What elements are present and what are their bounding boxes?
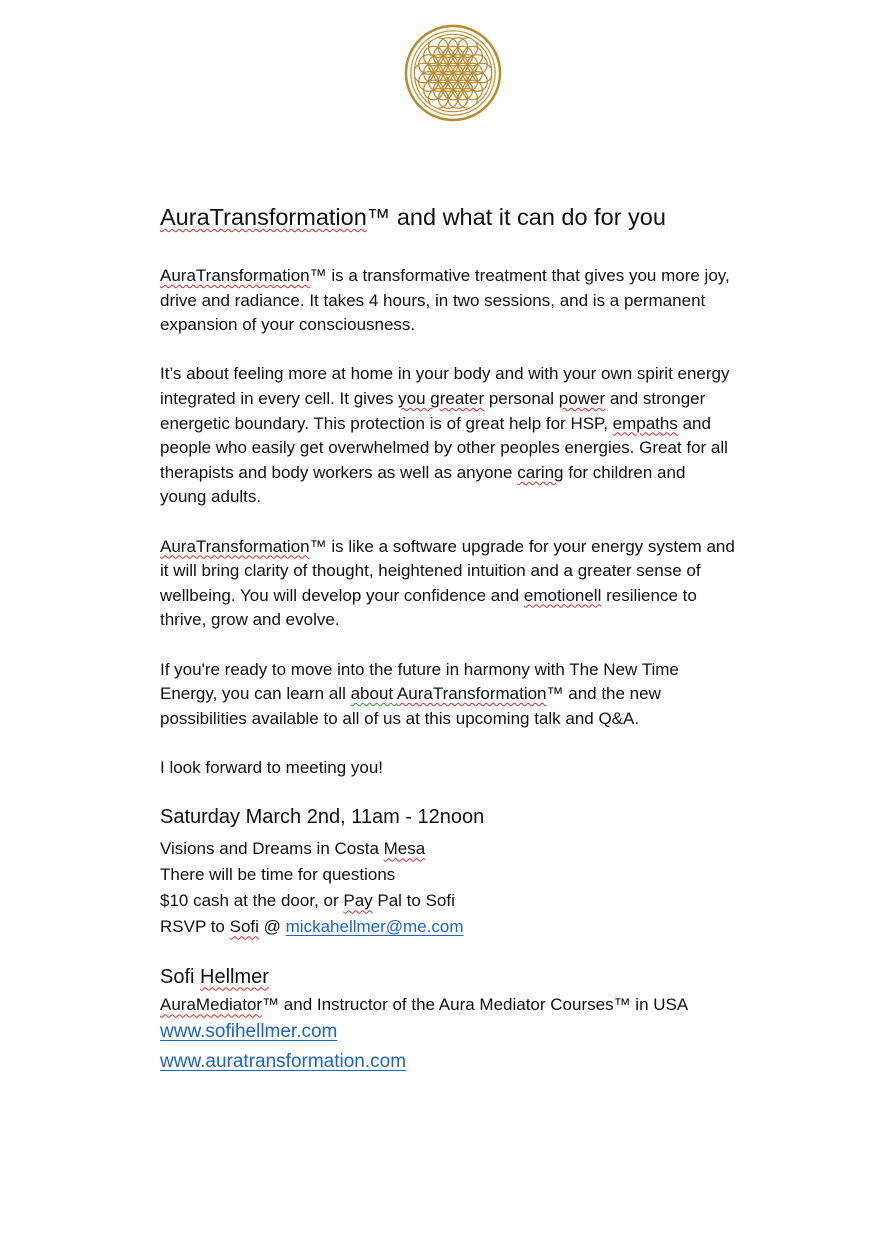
body-paragraph-3 [160,535,735,633]
event-details [160,836,735,940]
p1-brand: AuraTransformation [160,266,310,285]
p4-w1: about [350,684,397,704]
signature-first: Sofi [160,966,201,989]
price-a: $10 cash at the door, or [160,891,344,911]
p4-brand: AuraTransformation [396,684,547,704]
p3-w1: emotionell [523,585,602,605]
rsvp-c: @ [258,917,286,937]
event-title: Saturday March 2nd, 11am - 12noon [160,806,485,829]
flower-of-life-icon [404,24,502,122]
p3-a: ™ is like a software upgrade for your energy system and it will bring clarity of thought, heightened intuition and a greater sense of wellbeing. You will develop your confidence and [160,536,735,605]
p2-w2: power [558,388,606,408]
p2-a: It’s about feeling more at home in your body and with your own spirit energy integrated in every cell. It gives [160,364,730,408]
website-link-sofihellmer[interactable]: www.sofihellmer.com [160,1021,338,1043]
rsvp-a: RSVP to [160,917,230,937]
event-location [160,836,735,862]
p2-e: for children and young adults. [160,462,686,507]
document-body [160,200,735,1077]
p2-d: and people who easily get overwhelmed by other peoples energies. Great for all therapists and body workers as well as anyone [160,413,728,482]
p2-b: personal [484,388,559,408]
price-c: Pal to Sofi [372,891,455,911]
p3-b: resilience to thrive, grow and evolve. [160,585,697,630]
page-title [160,200,735,234]
title-rest: ™ and what it can do for you [366,204,666,230]
p4-a: If you're ready to move into the future in harmony with The New Time Energy, you can learn all [160,659,679,704]
location-b: Mesa [383,839,426,859]
p4-b: ™ and the new possibilities available to all of us at this upcoming talk and Q&A. [160,684,661,728]
event-rsvp [160,914,735,940]
rsvp-b: Sofi [229,917,259,937]
p2-c: and stronger energetic boundary. This protection is of great help for HSP, [160,388,706,433]
signature-name [160,962,735,992]
p2-w1: you greater [398,388,485,408]
p1-text: ™ is a transformative treatment that gives you more joy, drive and radiance. It takes 4 hours, in two sessions, and is a permanent expansion of your consciousness. [160,266,730,335]
p3-brand: AuraTransformation [160,536,310,556]
closing-line: I look forward to meeting you! [160,757,384,777]
body-paragraph-4 [160,658,735,732]
location-a: Visions and Dreams in Costa [160,839,384,859]
role-rest: ™ and Instructor of the Aura Mediator Courses™ in USA [262,995,689,1015]
role-brand: AuraMediator [160,995,263,1015]
website-link-auratransformation[interactable]: www.auratransformation.com [160,1051,407,1073]
price-b: Pay [343,891,373,911]
title-brand: AuraTransformation [160,204,367,230]
p2-w4: caring [517,462,564,482]
body-paragraph-2 [160,362,735,510]
signature-last: Hellmer [200,966,269,989]
intro-paragraph [160,264,735,338]
event-questions: There will be time for questions [160,865,396,885]
p2-w3: empaths [612,413,678,433]
signature-role [160,992,735,1017]
event-price [160,888,735,914]
rsvp-email-link[interactable]: mickahellmer@me.com [285,917,464,937]
